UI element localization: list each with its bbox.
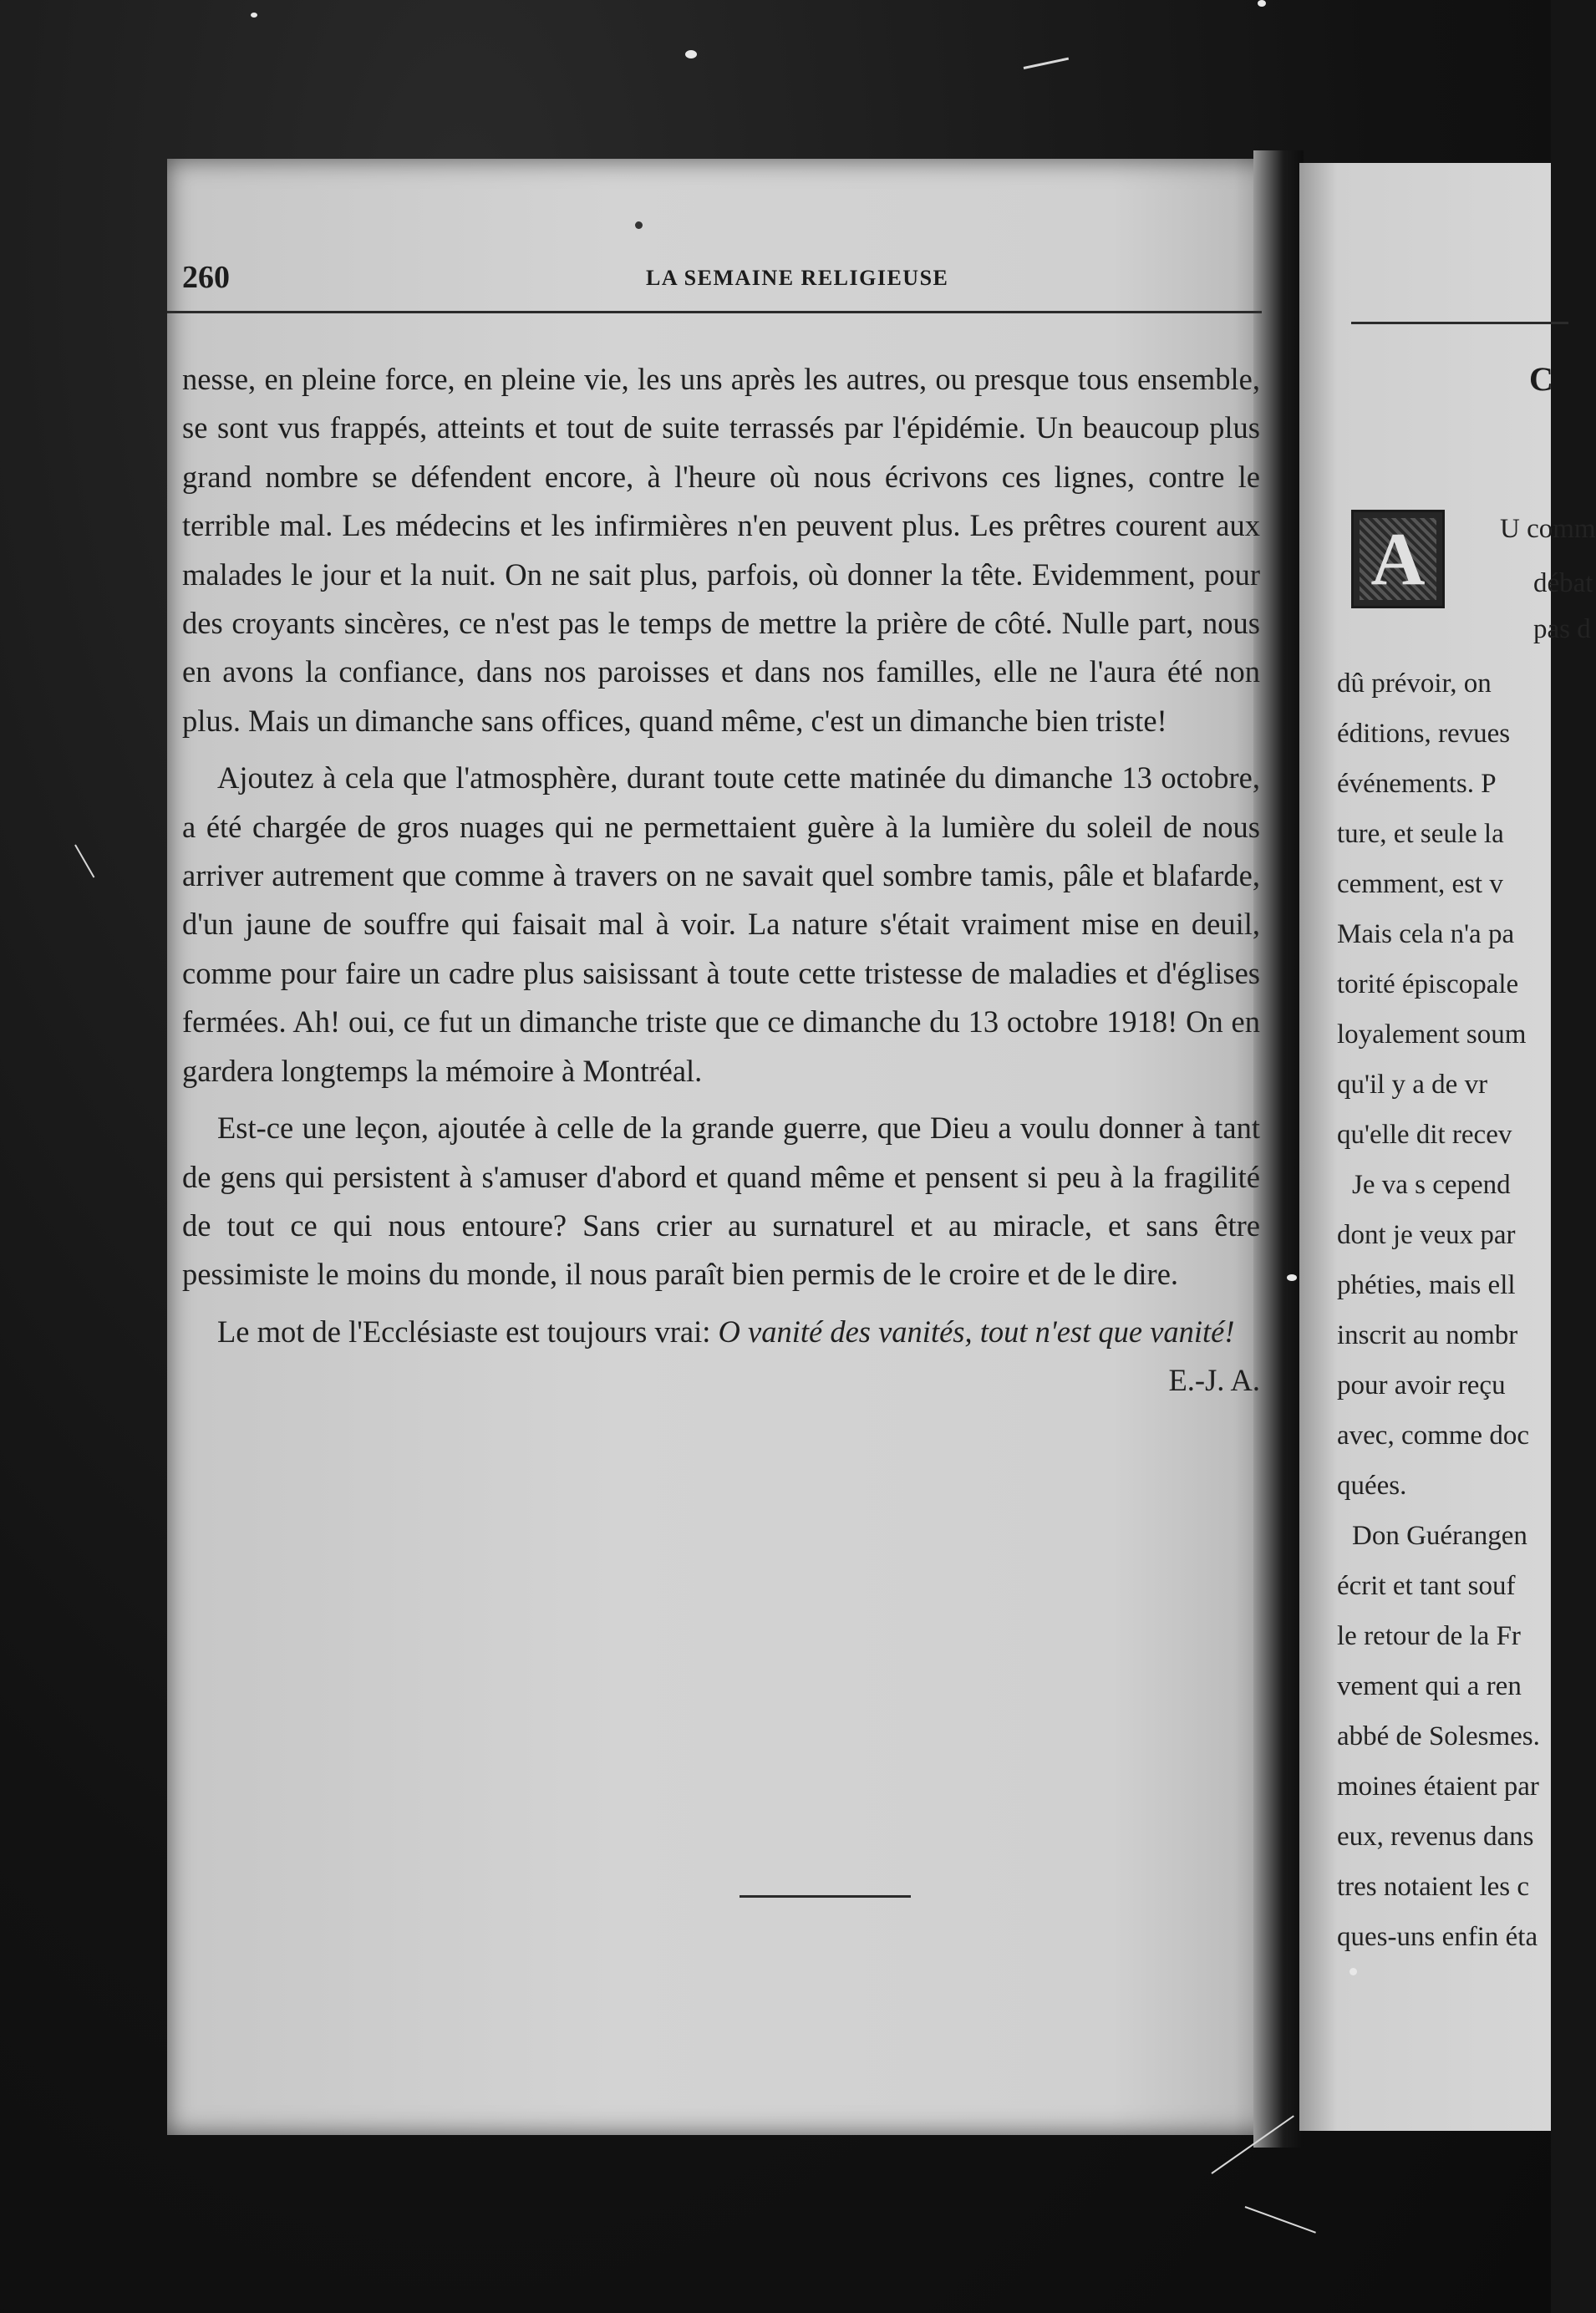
- right-page-line: moines étaient par: [1337, 1772, 1539, 1802]
- right-page-line: ques-uns enfin éta: [1337, 1922, 1538, 1952]
- dust-speck: [685, 50, 697, 58]
- article-body: [182, 355, 1260, 1406]
- right-page-line: pas d: [1533, 614, 1591, 644]
- right-page-line: Je va s cepend: [1352, 1170, 1511, 1200]
- right-page-line: U comm: [1500, 514, 1596, 544]
- dust-speck: [635, 221, 643, 229]
- page-header: [182, 259, 1260, 309]
- right-page-line: tres notaient les c: [1337, 1872, 1530, 1902]
- right-page-line: Mais cela n'a pa: [1337, 919, 1515, 949]
- end-rule: [740, 1895, 911, 1898]
- right-page-line: pour avoir reçu: [1337, 1370, 1506, 1401]
- right-header-rule: [1351, 322, 1568, 324]
- dropcap-letter: A: [1360, 518, 1436, 600]
- right-page-line: vement qui a ren: [1337, 1671, 1522, 1701]
- film-scratch: [1024, 58, 1069, 69]
- right-page-line: dû prévoir, on: [1337, 668, 1492, 699]
- closing-paragraph: [182, 1308, 1260, 1398]
- running-title: LA SEMAINE RELIGIEUSE: [646, 266, 949, 290]
- right-page-line: débat: [1533, 568, 1593, 598]
- right-page-line: écrit et tant souf: [1337, 1571, 1516, 1601]
- right-page-line: dont je veux par: [1337, 1220, 1516, 1250]
- dust-speck: [1287, 1274, 1297, 1281]
- right-page-line: torité épiscopale: [1337, 969, 1519, 999]
- paragraph-2: Ajoutez à cela que l'atmosphère, durant toute cette matinée du dimanche 13 octobre, a été chargée de gros nuages qui ne permettaient guère à la lumière du soleil de nous arriver autrement que comme à travers on ne savait quel sombre tamis, pâle et blafarde, d'un jaune de souffre qui faisait mal à voir. La nature s'était vraiment mise en deuil, comme pour faire un cadre plus saisissant à toute cette tristesse de maladies et d'églises fermées. Ah! oui, ce fut un dimanche triste que ce dimanche du 13 octobre 1918! On en gardera longtemps la mémoire à Montréal.: [182, 760, 1260, 1088]
- paragraph-1: nesse, en pleine force, en pleine vie, les uns après les autres, ou presque tous ensemble, se sont vus frappés, atteints et tout de suite terrassés par l'épidémie. Un beaucoup plus grand nombre se défendent encore, à l'heure où nous écrivons ces lignes, contre le terrible mal. Les médecins et les infirmières n'en peuvent plus. Les prêtres courent aux malades le jour et la nuit. On ne sait plus, parfois, où donner la tête. Evidemment, pour des croyants sincères, ce n'est pas le temps de mettre la prière de côté. Nulle part, nous en avons la confiance, dans nos paroisses et dans nos familles, elle ne l'aura été non plus. Mais un dimanche sans offices, quand même, c'est un dimanche bien triste!: [182, 362, 1260, 738]
- right-page-line: événements. P: [1337, 769, 1497, 799]
- film-scratch: [1245, 2206, 1316, 2234]
- right-page-line: quées.: [1337, 1471, 1407, 1501]
- signature: E.-J. A.: [1168, 1363, 1260, 1398]
- ornamental-dropcap: [1351, 510, 1445, 608]
- book-gutter: [1253, 150, 1304, 2148]
- right-page: [1299, 163, 1596, 2131]
- right-page-line: éditions, revues: [1337, 719, 1511, 749]
- right-page-line: inscrit au nombr: [1337, 1320, 1518, 1350]
- right-page-line: ture, et seule la: [1337, 819, 1504, 849]
- closing-quote: O vanité des vanités, tout n'est que vanité!: [718, 1314, 1235, 1349]
- right-page-line: Don Guérangen: [1352, 1521, 1527, 1551]
- dust-speck: [1349, 1968, 1357, 1975]
- paragraph-3: Est-ce une leçon, ajoutée à celle de la grande guerre, que Dieu a voulu donner à tant de gens qui persistent à s'amuser d'abord et quand même et pensent si peu à la fragilité de tout ce qui nous entoure? Sans crier au surnaturel et au miracle, et sans être pessimiste le moins du monde, il nous paraît bien permis de le croire et de le dire.: [182, 1111, 1260, 1292]
- right-page-line: qu'il y a de vr: [1337, 1070, 1488, 1100]
- right-title-fragment: C: [1529, 360, 1553, 398]
- right-page-line: le retour de la Fr: [1337, 1621, 1521, 1651]
- right-page-line: qu'elle dit recev: [1337, 1120, 1512, 1150]
- closing-lead: Le mot de l'Ecclésiaste est toujours vrai:: [217, 1314, 711, 1349]
- right-page-line: cemment, est v: [1337, 869, 1503, 899]
- page-number: 260: [182, 260, 230, 295]
- right-page-line: abbé de Solesmes.: [1337, 1721, 1540, 1751]
- dust-speck: [251, 13, 257, 18]
- right-page-line: eux, revenus dans: [1337, 1822, 1534, 1852]
- film-scratch: [74, 845, 94, 878]
- header-rule: [167, 311, 1262, 313]
- dust-speck: [1258, 0, 1266, 7]
- right-page-line: avec, comme doc: [1337, 1421, 1529, 1451]
- right-page-line: loyalement soum: [1337, 1019, 1527, 1050]
- right-page-line: phéties, mais ell: [1337, 1270, 1516, 1300]
